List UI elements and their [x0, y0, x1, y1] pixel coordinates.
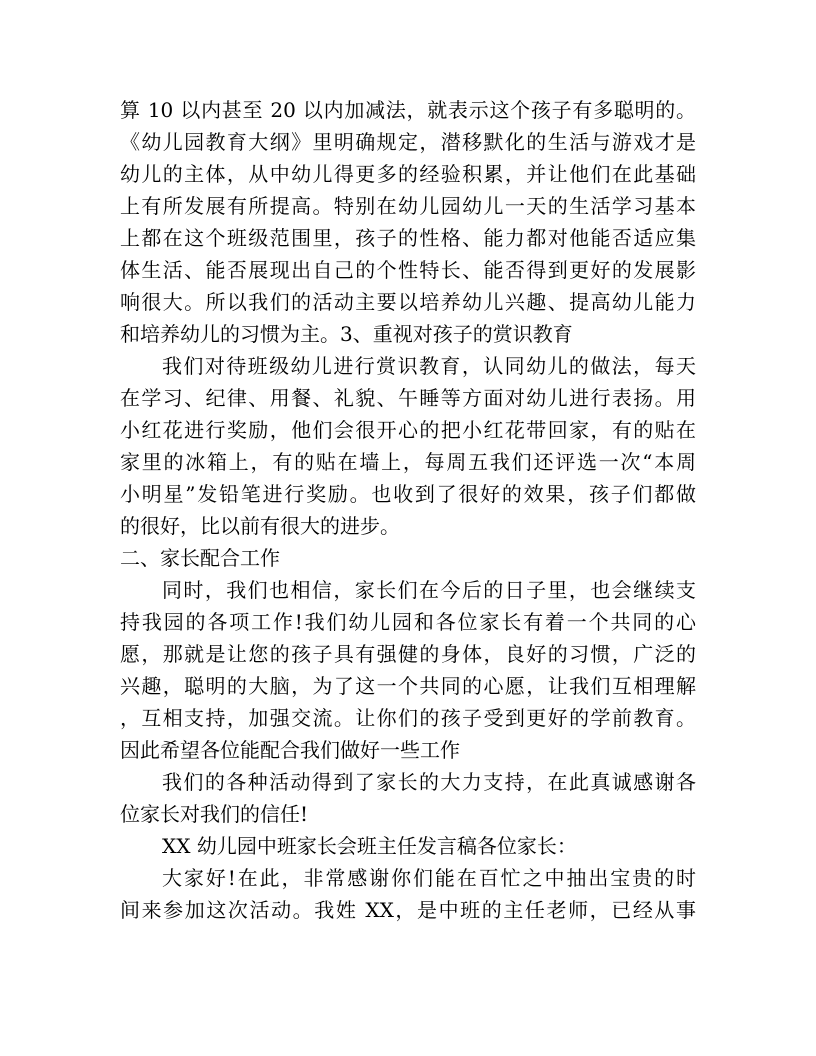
text-line: 因此希望各位能配合我们做好一些工作	[120, 738, 460, 762]
text-line: 兴趣，聪明的大脑，为了这一个共同的心愿，让我们互相理解	[120, 674, 696, 698]
text-line: 位家长对我们的信任!	[120, 802, 309, 826]
paragraph-first-line: 我们对待班级幼儿进行赏识教育，认同幼儿的做法，每天	[162, 354, 696, 378]
text-line: 幼儿的主体，从中幼儿得更多的经验积累，并让他们在此基础	[120, 162, 696, 186]
text-line: 在学习、纪律、用餐、礼貌、午睡等方面对幼儿进行表扬。用	[120, 386, 696, 410]
text-line: 响很大。所以我们的活动主要以培养幼儿兴趣、提高幼儿能力	[120, 290, 696, 314]
document-page	[120, 94, 696, 926]
text-line: 《幼儿园教育大纲》里明确规定，潜移默化的生活与游戏才是	[120, 130, 696, 154]
text-line: 算 10 以内甚至 20 以内加减法，就表示这个孩子有多聪明的。	[120, 98, 696, 122]
text-line: 小红花进行奖励，他们会很开心的把小红花带回家，有的贴在	[120, 418, 696, 442]
paragraph-first-line: 同时，我们也相信，家长们在今后的日子里，也会继续支	[162, 578, 696, 602]
text-line: 体生活、能否展现出自己的个性特长、能否得到更好的发展影	[120, 258, 696, 282]
text-line: 和培养幼儿的习惯为主。3、重视对孩子的赏识教育	[120, 322, 573, 346]
paragraph-first-line: 我们的各种活动得到了家长的大力支持，在此真诚感谢各	[162, 770, 696, 794]
text-line: ，互相支持，加强交流。让你们的孩子受到更好的学前教育。	[120, 706, 696, 730]
text-line: 上有所发展有所提高。特别在幼儿园幼儿一天的生活学习基本	[120, 194, 696, 218]
text-line: 持我园的各项工作!我们幼儿园和各位家长有着一个共同的心	[120, 610, 696, 634]
text-line: 家里的冰箱上，有的贴在墙上，每周五我们还评选一次“本周	[120, 450, 696, 474]
speech-title-line: XX 幼儿园中班家长会班主任发言稿各位家长：	[162, 834, 577, 858]
text-line: 上都在这个班级范围里，孩子的性格、能力都对他能否适应集	[120, 226, 696, 250]
text-line: 愿，那就是让您的孩子具有强健的身体，良好的习惯，广泛的	[120, 642, 696, 666]
section-heading: 二、家长配合工作	[120, 546, 280, 570]
text-line: 小明星”发铅笔进行奖励。也收到了很好的效果，孩子们都做	[120, 482, 696, 506]
text-line: 的很好，比以前有很大的进步。	[120, 514, 400, 538]
text-line: 间来参加这次活动。我姓 XX，是中班的主任老师，已经从事	[120, 898, 696, 922]
paragraph-first-line: 大家好!在此，非常感谢你们能在百忙之中抽出宝贵的时	[162, 866, 696, 890]
